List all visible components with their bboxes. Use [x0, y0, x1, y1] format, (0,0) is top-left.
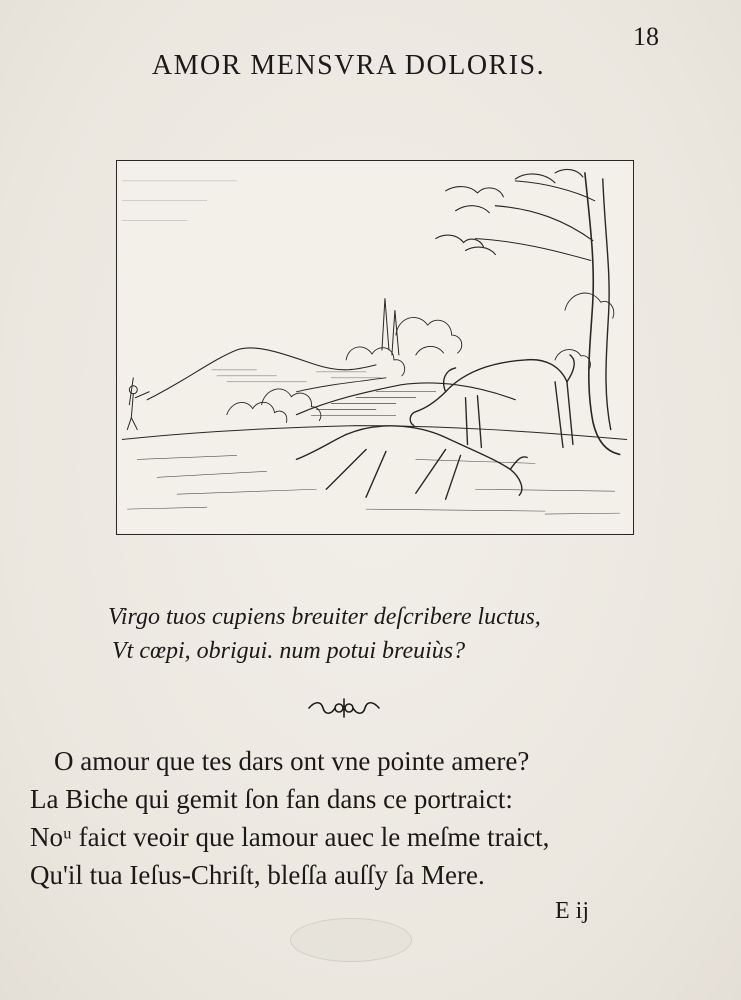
- collection-stamp: [290, 918, 412, 962]
- french-verse-line: Noᵘ faict veoir que lamour auec le meſme traict,: [30, 822, 550, 852]
- page-number: 18: [633, 22, 659, 51]
- engraving-picture: [117, 161, 633, 534]
- latin-verse-line: Virgo tuos cupiens breuiter deſcribere luctus,: [108, 604, 541, 630]
- french-verse: [30, 742, 710, 894]
- printers-ornament: [305, 695, 383, 721]
- emblem-motto: AMOR MENSVRA DOLORIS.: [151, 50, 546, 81]
- signature-mark: E ij: [555, 898, 589, 924]
- latin-verse: [108, 600, 541, 668]
- latin-verse-line: Vt cœpi, obrigui. num potui breuiùs?: [112, 638, 466, 664]
- french-verse-line: O amour que tes dars ont vne pointe amere?: [54, 746, 530, 776]
- french-verse-line: Qu'il tua Ieſus-Chriſt, bleſſa auſſy ſa Mere.: [30, 860, 485, 890]
- emblem-engraving: [116, 160, 634, 535]
- french-verse-line: La Biche qui gemit ſon fan dans ce portraict:: [30, 784, 513, 814]
